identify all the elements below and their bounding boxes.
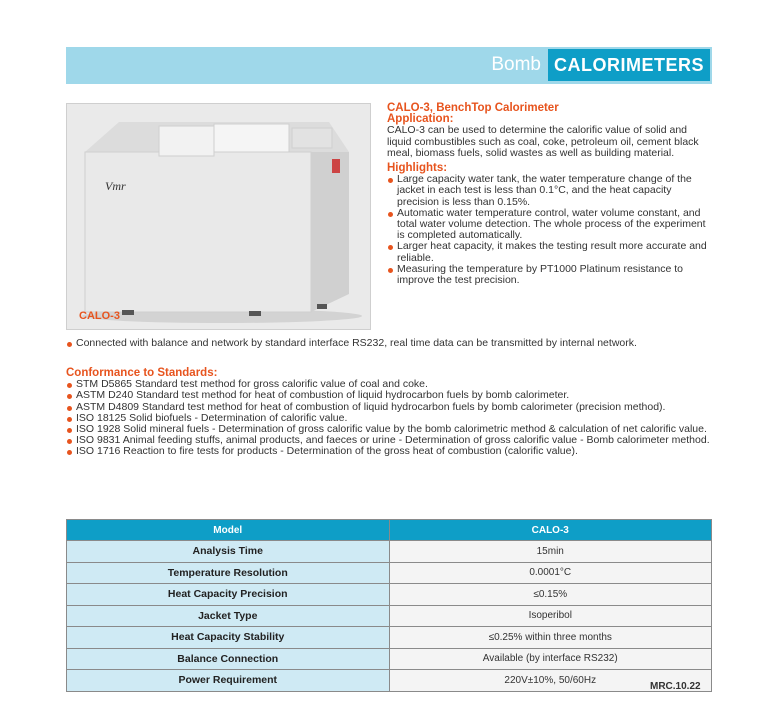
product-title: CALO-3, BenchTop Calorimeter [387,102,559,114]
product-photo [66,103,371,330]
row-label: Jacket Type [67,605,390,627]
product-description [387,103,712,286]
brand-mark: Vmr [105,179,126,193]
row-value: Available (by interface RS232) [389,648,712,670]
row-label: Analysis Time [67,541,390,563]
document-code: MRC.10.22 [650,681,701,692]
calorimeter-illustration [67,104,370,329]
list-item: ISO 1716 Reaction to fire tests for products - Determination of the gross heat of combustion (calorific value). [66,446,712,457]
spec-table [66,519,712,692]
application-text: CALO-3 can be used to determine the calorific value of solid and liquid combustibles such as coal, coke, petroleum oil, cement black meal, biomass fuels, solid wastes as well as building material. [387,124,699,159]
table-header-model: Model [67,520,390,541]
table-row [67,670,712,692]
row-value: ≤0.25% within three months [389,627,712,649]
row-value: 220V±10%, 50/60Hz [389,670,712,692]
row-label: Temperature Resolution [67,562,390,584]
list-item: ASTM D4809 Standard test method for heat of combustion of liquid hydrocarbon fuels by bomb calorimeter (precision method). [66,402,712,413]
row-label: Power Requirement [67,670,390,692]
connectivity-section [66,338,712,349]
table-row [67,648,712,670]
table-header-row [67,520,712,541]
list-item: ISO 18125 Solid biofuels - Determination of calorific value. [66,413,712,424]
row-label: Heat Capacity Stability [67,627,390,649]
list-item: ASTM D240 Standard test method for heat of combustion of liquid hydrocarbon fuels by bomb calorimeter. [66,390,712,401]
row-value: ≤0.15% [389,584,712,606]
table-row [67,627,712,649]
list-item: ISO 9831 Animal feeding stuffs, animal products, and faeces or urine - Determination of gross calorific value - Bomb calorimeter method. [66,435,712,446]
standards-list [66,379,712,457]
highlights-list [387,174,712,286]
table-header-product: CALO-3 [389,520,712,541]
row-value: 15min [389,541,712,563]
table-row [67,584,712,606]
connectivity-note: Connected with balance and network by standard interface RS232, real time data can be transmitted by internal network. [66,338,712,349]
table-row [67,541,712,563]
highlights-heading: Highlights: [387,162,448,175]
standards-heading: Conformance to Standards: [66,367,218,379]
header-product-family: CALORIMETERS [548,49,710,81]
row-value: 0.0001°C [389,562,712,584]
list-item: Automatic water temperature control, water volume constant, and total water volume detection. The whole process of the experiment is completed automatically. [387,208,712,242]
row-value: Isoperibol [389,605,712,627]
list-item: Larger heat capacity, it makes the testing result more accurate and reliable. [387,241,712,263]
row-label: Heat Capacity Precision [67,584,390,606]
application-heading: Application: [387,113,454,126]
row-label: Balance Connection [67,648,390,670]
list-item: Measuring the temperature by PT1000 Platinum resistance to improve the test precision. [387,264,712,286]
list-item: ISO 1928 Solid mineral fuels - Determination of gross calorific value by the bomb calorimetric method & calculation of net calorific value. [66,424,712,435]
list-item: Large capacity water tank, the water temperature change of the jacket in each test is less than 0.1°C, and the heat capacity precision is less than 0.15%. [387,174,712,208]
header-bar [66,47,712,84]
header-category: Bomb [491,54,541,75]
standards-section [66,368,712,458]
table-row [67,562,712,584]
table-row [67,605,712,627]
photo-caption: CALO-3 [79,310,120,322]
list-item: STM D5865 Standard test method for gross calorific value of coal and coke. [66,379,712,390]
